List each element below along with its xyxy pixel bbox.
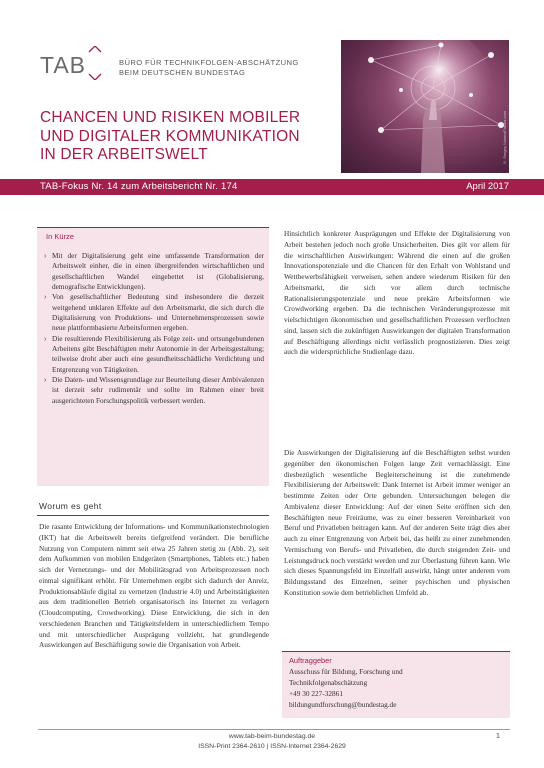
tab-logo-chevron-icon xyxy=(86,46,102,80)
bullet-chevron-icon: › xyxy=(44,251,47,260)
client-name-cont: Technikfolgenabschätzung xyxy=(289,678,368,687)
footer-url-link[interactable]: www.tab-beim-bundestag.de xyxy=(228,733,316,740)
bullet-chevron-icon: › xyxy=(44,375,47,385)
list-item-text: Mit der Digitalisierung geht eine umfassende Transformation der Arbeitswelt einher, die in einen übergreifenden wirtschaftlichen und gesellschaftlichen Wandel eingebettet ist (Globalisierung, demografische Entwicklungen). xyxy=(52,251,264,292)
title-line-3: IN DER ARBEITSWELT xyxy=(40,146,208,163)
list-item xyxy=(44,334,264,375)
body-paragraph: Die rasante Entwicklung der Informations- und Kommunikationstechnologien (IKT) hat die Arbeitswelt bereits tiefgreifend verändert. Die berufliche Nutzung von Computern nimmt seit etwa 25 Jahren stetig zu (Abb. 2), seit dem Aufkommen von mobilen Endgeräten (Smartphones, Tablets etc.) haben sich der Vernetzungs- und der Mobilitätsgrad von Arbeitsprozessen noch einmal signifikant erhöht. Für Unternehmen ergibt sich dadurch der Anreiz, Produktionsabläufe digital zu vernetzen (Industrie 4.0) und Arbeitstätigkeiten aus dem traditionellen Betrieb organisatorisch ins Internet zu verlagern (Cloudcomputing, Crowdworking). Diese Entwicklung, die sich in den verschiedenen Branchen und Tätigkeitsfeldern in unterschiedlichem Tempo und mit unterschiedlicher Ausprägung vollzieht, hat grundlegende Auswirkungen auf Beschäftigung sowie die Organisation von Arbeit. xyxy=(39,522,269,650)
footer-divider xyxy=(38,729,510,730)
series-label: TAB-Fokus Nr. 14 zum Arbeitsbericht Nr. 174 xyxy=(40,181,238,192)
body-paragraph: Hinsichtlich konkreter Ausprägungen und Effekte der Digitalisierung von Arbeit bestehen jedoch noch große Unsicherheiten. Dies gilt vor allem für die wirtschaftlichen Auswirkungen: Während die einen auf die großen Innovationspotenziale und die Chancen für den Erhalt von Wohlstand und Wettbewerbsfähigkeit verweisen, sehen andere wiederum Risiken für den Arbeitsmarkt, die sich vor allem durch technische Rationalisierungspotenziale und neue prekäre Arbeitsformen wie Crowdworking ergeben. Da die technischen Veränderungsprozesse mit vielschichtigen ökonomischen und gesellschaftlichen Prozessen verflochten sind, lassen sich die zukünftigen Auswirkungen der digitalen Transformation auf Beschäftigung allerdings nicht verlässlich prognostizieren. Dies zeigt auch die widersprüchliche Studienlage dazu. xyxy=(284,229,510,357)
document-title xyxy=(40,109,340,165)
body-paragraph: Die Auswirkungen der Digitalisierung auf die Beschäftigten selbst wurden gegenüber den ökonomischen Folgen lange Zeit vernachlässigt. Eine diesbezüglich wesentliche Begleiterscheinung ist die zunehmende Flexibilisierung der Arbeitswelt: Dank Internet ist Arbeit immer weniger an bestimmte Zeiten oder Orte gebunden. Untersuchungen belegen die Ambivalenz dieser Entwicklung: Auf der einen Seite eröffnen sich den Beschäftigten neue Freiräume, was zu einer besseren Vereinbarkeit von Beruf und Privatleben beitragen kann. Auf der anderen Seite trägt dies aber auch zu einer Entgrenzung von Arbeit bei, das heißt zu einer zunehmenden Vermischung von Berufs- und Privatleben, die durch steigenden Zeit- und Leistungsdruck noch verstärkt werden und zur Überlastung führen kann. Wie sich dieses Spannungsfeld im Einzelfall auswirkt, hängt unter anderem vom Bildungsstand des Einzelnen, seiner psychischen und physischen Konstitution sowie dem betrieblichen Umfeld ab. xyxy=(284,448,510,597)
publication-date: April 2017 xyxy=(466,181,509,192)
client-heading: Auftraggeber xyxy=(289,656,332,665)
list-item-text: Die resultierende Flexibilisierung als Folge zeit- und ortsungebundenen Arbeitens gibt Beschäftigten mehr Autonomie in der Arbeitsgestaltung; teilweise droht aber auch eine gesundheitsschädliche Verdichtung und Entgrenzung von Tätigkeiten. xyxy=(52,333,264,374)
bullet-chevron-icon: › xyxy=(44,292,47,302)
list-item xyxy=(44,375,264,406)
tab-logo-text: TAB xyxy=(40,52,87,78)
org-name-line1: BÜRO FÜR TECHNIKFOLGEN-ABSCHÄTZUNG xyxy=(119,58,299,67)
list-item-text: Von gesellschaftlicher Bedeutung sind insbesondere die derzeit weitgehend unklaren Effekte auf den Arbeitsmarkt, die sich durch die Digitalisierung von Produktions- und Unternehmensprozessen sowie neue plattformbasierte Arbeitsformen ergeben. xyxy=(52,292,264,333)
bullet-chevron-icon: › xyxy=(44,333,47,343)
footer-issn: ISSN-Print 2364-2610 | ISSN-Internet 2364-2629 xyxy=(198,743,346,750)
summary-heading: In Kürze xyxy=(46,232,74,241)
client-email-link[interactable]: bildungundforschung@bundestag.de xyxy=(289,700,397,709)
list-item xyxy=(44,292,264,333)
client-name: Ausschuss für Bildung, Forschung und xyxy=(289,667,403,676)
list-item xyxy=(44,251,264,292)
title-line-2: UND DIGITALER KOMMUNIKATION xyxy=(40,127,300,145)
section-heading: Worum es geht xyxy=(39,501,102,511)
title-line-1: CHANCEN UND RISIKEN MOBILER xyxy=(40,109,301,126)
org-name-line2: BEIM DEUTSCHEN BUNDESTAG xyxy=(119,68,246,77)
client-phone: +49 30 227-32861 xyxy=(289,689,343,698)
digital-network-illustration xyxy=(341,40,509,173)
page-number: 1 xyxy=(496,733,500,740)
section-divider xyxy=(37,515,269,516)
summary-list xyxy=(44,251,264,406)
photo-credit: © Sergey Nivens/Fotolia.com xyxy=(502,111,507,165)
cover-photo xyxy=(341,40,509,173)
list-item-text: Die Daten- und Wissensgrundlage zur Beurteilung dieser Ambivalenzen ist derzeit sehr rudimentär und sollte im Rahmen einer breit ausgerichteten Forschungspolitik verbessert werden. xyxy=(52,375,264,405)
